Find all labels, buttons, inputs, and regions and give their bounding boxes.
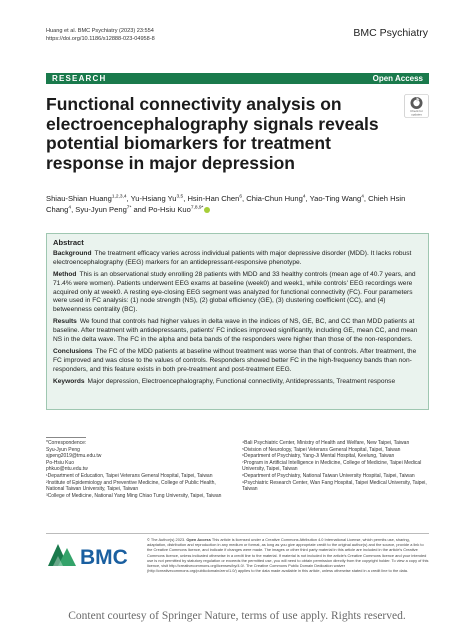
- check-for-updates-icon[interactable]: [404, 94, 429, 118]
- license-body: This article is licensed under a Creative Commons Attribution 4.0 International License, which permits use, sharing, adaptation, distribution and reproduction in any medium or format, as long as you give appropriate credit to the original author(s) and the source, provide a link to the Creative Commons licence, and indicate if changes were made. The images or other third party material in this article are included in the article's Creative Commons licence, unless indicated otherwise in a credit line to the material. If material is not included in the article's Creative Commons licence and your intended use is not permitted by statutory regulation or exceeds the permitted use, you will need to obtain permission directly from the copyright holder. To view a copy of this licence, visit http://creativecommons.org/licenses/by/4.0/. The Creative Commons Public Domain Dedication waiver (http://creativecommons.org/publicdomain/zero/1.0/) applies to the data made available in this article, unless otherwise stated in a credit line to the data.: [147, 537, 429, 574]
- author-separator: ,: [242, 194, 247, 203]
- affiliation: ⁶Department of Psychiatry, Yang-Ji Mental Hospital, Keelung, Taiwan: [242, 453, 395, 460]
- open-access-label: Open Access: [372, 74, 423, 83]
- author-name[interactable]: Hsin-Han Chen: [187, 194, 240, 203]
- author-name[interactable]: Yu-Hsiang Yu: [130, 194, 177, 203]
- affiliation: ⁵Division of Neurology, Taipei Veterans General Hospital, Taipei, Taiwan: [242, 446, 401, 453]
- section-text: The treatment efficacy varies across individual patients with major depressive disorder (MDD). It lacks robust electroencephalography (EEG) markers for an antidepressant-responsive phenotype.: [53, 249, 412, 266]
- email-link[interactable]: sjpeng2019@tmu.edu.tw: [46, 453, 102, 460]
- affiliation-marker: 7*: [126, 205, 132, 211]
- author-separator: ,: [363, 194, 369, 203]
- abstract-keywords: [53, 378, 422, 387]
- author-name[interactable]: Chia-Chun Hung: [246, 194, 303, 203]
- affiliation: ³College of Medicine, National Yang Ming Chiao Tung University, Taipei, Taiwan: [46, 492, 222, 499]
- section-label: Conclusions: [53, 347, 93, 355]
- author-separator: ,: [71, 205, 76, 214]
- author-separator: ,: [126, 194, 131, 203]
- email-link[interactable]: phkuo@ntu.edu.tw: [46, 466, 88, 473]
- orcid-icon[interactable]: [204, 207, 210, 213]
- journal-name: BMC Psychiatry: [353, 27, 428, 39]
- affiliation: ⁴Bali Psychiatric Center, Ministry of Health and Welfare, New Taipei, Taiwan: [242, 440, 410, 446]
- affiliations-block: [242, 440, 429, 493]
- doi-link[interactable]: https://doi.org/10.1186/s12888-023-04958-8: [46, 35, 155, 42]
- section-text: This is an observational study enrolling 28 patients with MDD and 33 healthy controls (mean age of 40.7 years, and 71.4% were women). Patients underwent EEG exams at baseline (week0) and week1, while controls' EEG recordings were acquired only at week0. A resting eye-closing EEG segment was analyzed for functional connectivity (FC). Four parameters were used in FC analysis: (1) node strength (NS), (2) global efficiency (GE), (3) clustering coefficient (CC), and (4) betweenness centrality (BC).: [53, 270, 416, 314]
- section-label: Method: [53, 270, 77, 278]
- corresponding-author: Po-Hsiu Kuo: [46, 459, 75, 466]
- author-name[interactable]: Yao-Ting Wang: [309, 194, 362, 203]
- affiliation: ²Institute of Epidemiology and Preventive Medicine, College of Public Health, National Taiwan University, Taipei, Taiwan: [46, 479, 216, 493]
- license-text: [147, 537, 429, 573]
- citation-line: Huang et al. BMC Psychiatry (2023) 23:554: [46, 28, 154, 34]
- author-separator: ,: [305, 194, 310, 203]
- article-title: Functional connectivity analysis on electroencephalography signals reveals potential biomarkers for treatment response in major depression: [46, 94, 379, 173]
- section-text: Major depression, Electroencephalography, Functional connectivity, Antidepressants, Treatment response: [87, 377, 396, 385]
- affiliation-marker: 7,8,9*: [190, 205, 204, 211]
- open-access-label: Open Access: [186, 537, 211, 542]
- license-block: [46, 533, 429, 574]
- author-separator: and: [131, 205, 149, 214]
- bmc-logo-text: BMC: [80, 546, 128, 569]
- affiliation: ⁹Psychiatric Research Center, Wan Fang Hospital, Taipei Medical University, Taipei, Taiwan: [242, 479, 427, 493]
- section-text: We found that controls had higher values in delta wave in the indices of NS, GE, BC, and CC than MDD patients at baseline. After treatment with antidepressants, patients' FC indices improved significantly, including GE, mean CC, and mean NS in the delta wave. The FC in the alpha and beta bands of the responders were higher than those of the non-responders.: [53, 318, 418, 344]
- author-name[interactable]: Po-Hsiu Kuo: [148, 205, 191, 214]
- affiliation: ¹Department of Education, Taipei Veterans General Hospital, Taipei, Taiwan: [46, 472, 213, 479]
- article-type-label: RESEARCH: [52, 74, 107, 83]
- bmc-logo: [46, 540, 136, 570]
- correspondence-block: [46, 440, 226, 499]
- affiliation-marker: 6: [239, 194, 243, 200]
- section-label: Background: [53, 249, 92, 257]
- abstract-results: [53, 318, 422, 345]
- author-name[interactable]: Chieh Hsin Chang: [46, 194, 406, 214]
- author-name[interactable]: Shiau-Shian Huang: [46, 194, 112, 203]
- footer-notice: Content courtesy of Springer Nature, terms of use apply. Rights reserved.: [0, 601, 474, 631]
- section-label: Results: [53, 318, 77, 326]
- affiliation: ⁷Program in Artificial Intelligence in Medicine, College of Medicine, Taipei Medical University, Taipei, Taiwan: [242, 459, 422, 473]
- divider: [46, 437, 86, 438]
- citation-header: [46, 28, 155, 43]
- affiliation-marker: 4: [302, 194, 306, 200]
- updates-badge-line2: updates: [411, 112, 422, 117]
- section-text: The FC of the MDD patients at baseline without treatment was worse than that of controls. After treatment, the FC improved and was close to the values of controls. Responders showed better FC in the high-frequency bands than non-responders, and this feature exists in both pre-treatment and post-treatment EEG.: [53, 347, 417, 373]
- updates-badge-line1: Check for: [410, 109, 423, 114]
- abstract-background: [53, 250, 422, 268]
- correspondence-heading: *Correspondence:: [46, 440, 87, 446]
- affiliation-marker: 4: [361, 194, 364, 200]
- affiliation: ⁸Department of Psychiatry, National Taiwan University Hospital, Taipei, Taiwan: [242, 472, 415, 479]
- section-label: Keywords: [53, 377, 85, 385]
- abstract-conclusions: [53, 348, 422, 375]
- affiliation-marker: 4: [68, 205, 72, 211]
- author-name[interactable]: Syu-Jyun Peng: [75, 205, 127, 214]
- corresponding-author: Syu-Jyun Peng: [46, 446, 80, 453]
- author-list: [46, 193, 429, 215]
- abstract-method: [53, 271, 422, 316]
- author-separator: ,: [183, 194, 188, 203]
- copyright-line: © The Author(s) 2023.: [147, 537, 186, 542]
- affiliation-marker: 3,5: [176, 194, 184, 200]
- abstract-heading: Abstract: [53, 238, 84, 247]
- affiliation-marker: 1,2,3,4: [111, 194, 127, 200]
- abstract-box: [46, 233, 429, 410]
- article-type-band: [46, 73, 429, 84]
